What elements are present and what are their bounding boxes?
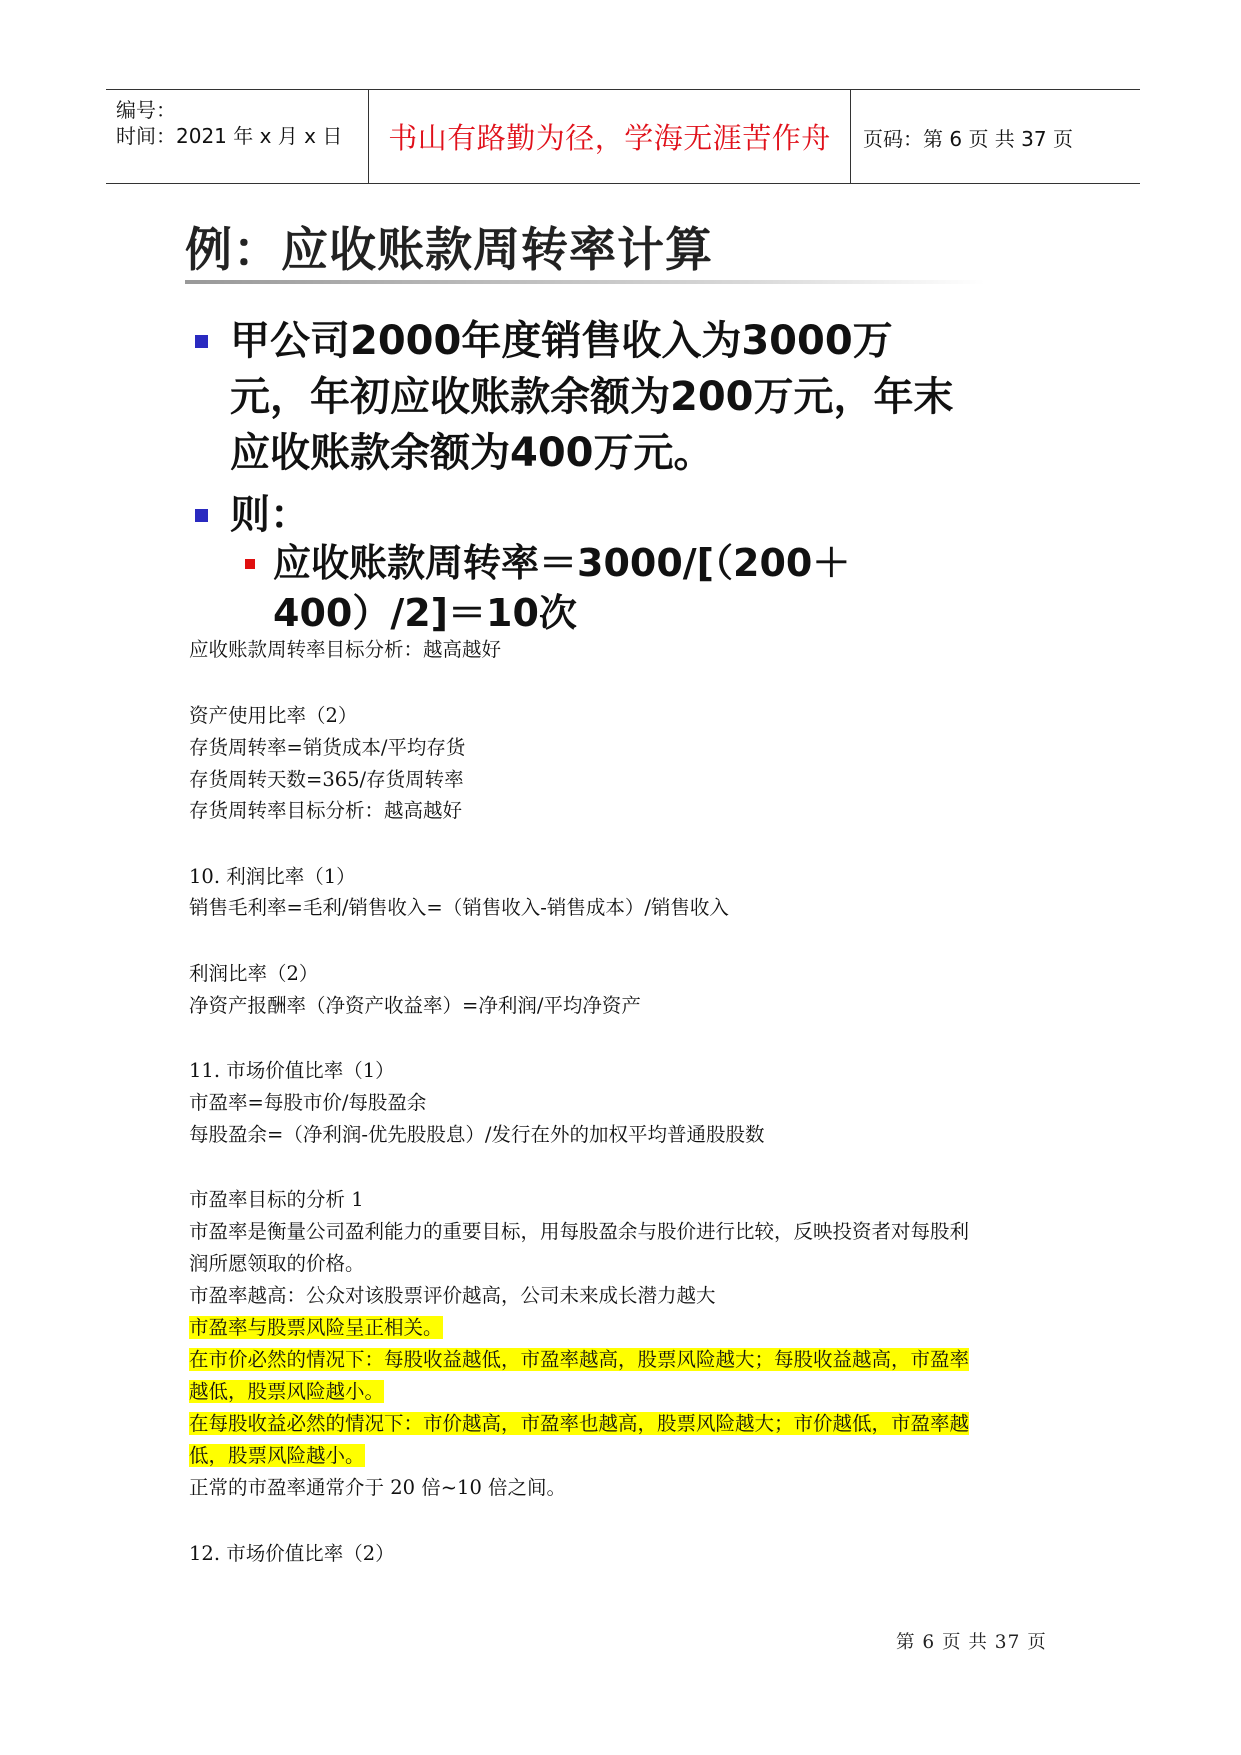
slide-bullet-1: 甲公司2000年度销售收入为3000万元，年初应收账款余额为200万元，年末应收账款余额为400万元。 xyxy=(230,318,954,476)
page-footer: 第 6 页 共 37 页 xyxy=(896,1632,1047,1653)
text-line: 销售毛利率=毛利/销售收入=（销售收入-销售成本）/销售收入 xyxy=(189,896,729,919)
highlighted-line xyxy=(189,1443,365,1469)
section-heading: 市盈率目标的分析 1 xyxy=(189,1188,364,1211)
bullet-square-icon xyxy=(195,509,208,522)
header-meta-cell xyxy=(106,90,369,183)
highlight-text: 越低，股票风险越小。 xyxy=(189,1380,385,1403)
highlighted-line xyxy=(189,1379,384,1405)
highlight-text: 低，股票风险越小。 xyxy=(189,1444,365,1467)
number-label: 编号： xyxy=(116,98,176,122)
header-motto-cell xyxy=(369,90,851,183)
text-line: 润所愿领取的价格。 xyxy=(189,1252,365,1275)
time-label: 时间：2021 年 x 月 x 日 xyxy=(116,124,343,148)
sub-bullet-square-icon xyxy=(245,559,255,569)
section-heading: 资产使用比率（2） xyxy=(189,704,358,727)
text-line: 存货周转天数=365/存货周转率 xyxy=(189,768,464,791)
bullet-square-icon xyxy=(195,335,208,348)
slide-bullet-3: 应收账款周转率＝3000/[（200＋400）/2]＝10次 xyxy=(273,541,851,635)
section-heading: 12. 市场价值比率（2） xyxy=(189,1542,395,1565)
text-line: 存货周转率目标分析：越高越好 xyxy=(189,799,463,822)
text-line: 净资产报酬率（净资产收益率）=净利润/平均净资产 xyxy=(189,994,641,1017)
section-heading: 利润比率（2） xyxy=(189,962,319,985)
text-line: 每股盈余=（净利润-优先股股息）/发行在外的加权平均普通股股数 xyxy=(189,1123,765,1146)
section-heading: 11. 市场价值比率（1） xyxy=(189,1059,395,1082)
highlight-text: 在每股收益必然的情况下：市价越高，市盈率也越高，股票风险越大；市价越低，市盈率越 xyxy=(189,1412,970,1435)
highlighted-line xyxy=(189,1315,443,1341)
highlighted-line xyxy=(189,1347,969,1373)
document-header xyxy=(106,89,1140,184)
text-line: 市盈率=每股市价/每股盈余 xyxy=(189,1091,427,1114)
slide-title: 例：应收账款周转率计算 xyxy=(185,223,713,278)
slide-image xyxy=(185,205,985,635)
section-heading: 10. 利润比率（1） xyxy=(189,865,356,888)
highlight-text: 市盈率与股票风险呈正相关。 xyxy=(189,1316,443,1339)
text-line: 应收账款周转率目标分析：越高越好 xyxy=(189,638,502,661)
slide-title-underline xyxy=(185,280,985,284)
text-line: 存货周转率=销货成本/平均存货 xyxy=(189,736,466,759)
text-line: 市盈率是衡量公司盈利能力的重要目标，用每股盈余与股价进行比较，反映投资者对每股利 xyxy=(189,1220,970,1243)
text-line: 市盈率越高：公众对该股票评价越高，公司未来成长潜力越大 xyxy=(189,1284,716,1307)
highlighted-line xyxy=(189,1411,969,1437)
text-line: 正常的市盈率通常介于 20 倍~10 倍之间。 xyxy=(189,1476,567,1499)
slide-bullet-2: 则： xyxy=(230,492,310,538)
motto: 书山有路勤为径，学海无涯苦作舟 xyxy=(388,121,831,155)
header-page-cell xyxy=(851,90,1140,183)
header-page-label: 页码：第 6 页 共 37 页 xyxy=(863,127,1073,151)
highlight-text: 在市价必然的情况下：每股收益越低，市盈率越高，股票风险越大；每股收益越高，市盈率 xyxy=(189,1348,970,1371)
